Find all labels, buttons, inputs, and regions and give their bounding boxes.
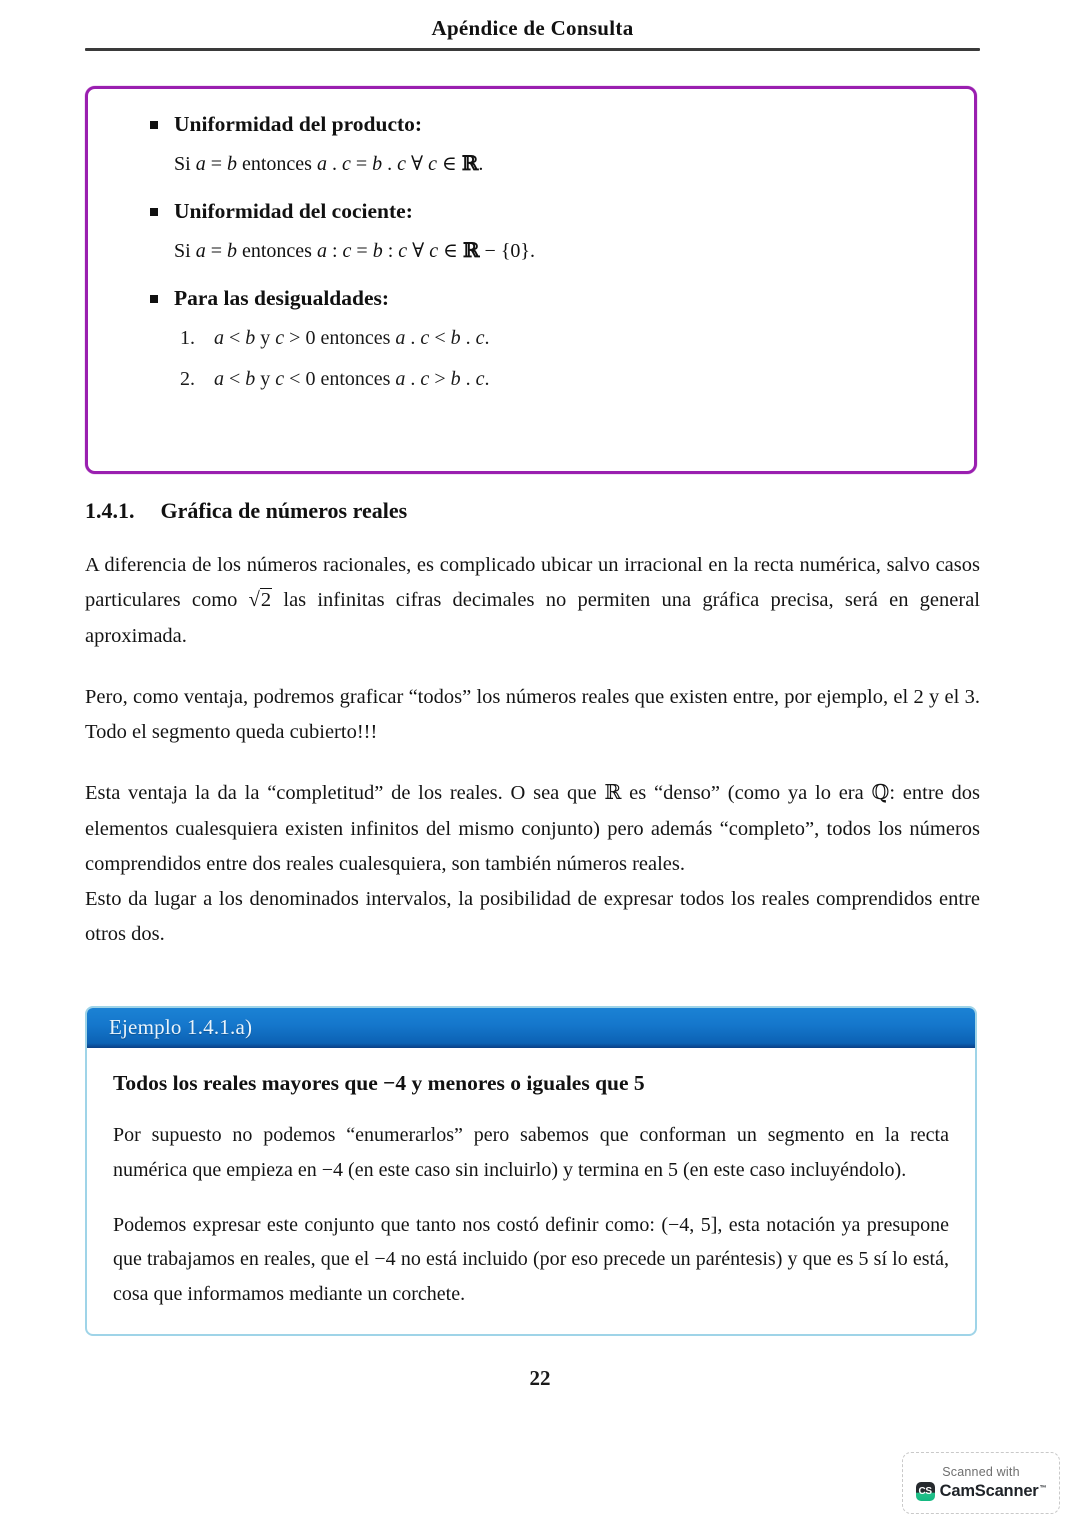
rule-item-desigualdades	[148, 285, 944, 393]
paragraph-2: Pero, como ventaja, podremos graficar “todos” los números reales que existen entre, por ejemplo, el 2 y el 3. Todo el segmento queda cubierto!!!	[85, 685, 980, 743]
square-bullet-icon	[150, 208, 158, 216]
list-item	[180, 366, 944, 393]
section-heading	[85, 498, 407, 524]
camscanner-watermark	[902, 1452, 1060, 1514]
rule-math-producto: Si a = b entonces a . c = b . c ∀ c ∈ ℝ.	[174, 150, 484, 175]
watermark-brand-name	[940, 1482, 1047, 1501]
rule-math-cociente: Si a = b entonces a : c = b : c ∀ c ∈ ℝ − {0}.	[174, 237, 536, 262]
list-item-math: a < b y c > 0 entonces a . c < b . c.	[214, 326, 490, 349]
rule-title-producto	[148, 111, 944, 139]
example-box	[85, 1006, 977, 1336]
desigualdades-list	[148, 325, 944, 393]
rule-title-cociente	[148, 198, 944, 226]
example-paragraph-2: Podemos expresar este conjunto que tanto nos costó definir como: (−4, 5], esta notación ya presupone que trabajamos en reales, que el −4 no está incluido (por eso precede un paréntesis) y que es 5 sí lo está, cosa que informamos mediante un corchete.	[113, 1213, 949, 1306]
rule-item-cociente	[148, 198, 944, 265]
rule-title-text: Uniformidad del cociente:	[174, 198, 413, 223]
example-box-title: Ejemplo 1.4.1.a)	[87, 1008, 975, 1048]
paragraph-3: Esta ventaja la da la “completitud” de los reales. O sea que ℝ es “denso” (como ya lo era ℚ: entre dos elementos cualesquiera existen infinitos del mismo conjunto) pero además “completo”, todos los números comprendidos entre dos reales cualesquiera, son también números reales.	[85, 782, 980, 875]
example-box-body	[87, 1048, 975, 1334]
trademark-icon: ™	[1039, 1484, 1047, 1492]
running-header-title: Apéndice de Consulta	[431, 16, 634, 40]
body-text-column	[85, 548, 980, 979]
watermark-scanned-with-label: Scanned with	[942, 1465, 1020, 1479]
square-bullet-icon	[150, 121, 158, 129]
paragraph-1: A diferencia de los números racionales, es complicado ubicar un irracional en la recta numérica, salvo casos particulares como √2 las infinitas cifras decimales no permiten una gráfica precisa, será en general aproximada.	[85, 554, 980, 647]
list-item-number: 1.	[180, 326, 195, 349]
watermark-brand-text: CamScanner	[939, 1482, 1039, 1500]
rule-item-producto	[148, 111, 944, 178]
list-item	[180, 325, 944, 352]
example-lead-statement: Todos los reales mayores que −4 y menores o iguales que 5	[113, 1071, 645, 1095]
rule-title-desigualdades	[148, 285, 944, 313]
section-number: 1.4.1.	[85, 498, 135, 523]
watermark-brand-row	[916, 1482, 1047, 1501]
rules-callout-content	[88, 89, 974, 417]
page-number: 22	[529, 1366, 551, 1390]
list-item-math: a < b y c < 0 entonces a . c > b . c.	[214, 367, 490, 390]
paragraph-4: Esto da lugar a los denominados intervalos, la posibilidad de expresar todos los reales comprendidos entre otros dos.	[85, 888, 980, 946]
rules-callout-box	[85, 86, 977, 474]
rule-title-text: Para las desigualdades:	[174, 285, 390, 310]
square-bullet-icon	[150, 295, 158, 303]
list-item-number: 2.	[180, 367, 195, 390]
rule-title-text: Uniformidad del producto:	[174, 112, 423, 136]
example-paragraph-1: Por supuesto no podemos “enumerarlos” pero sabemos que conforman un segmento en la recta numérica que empieza en −4 (en este caso sin incluirlo) y termina en 5 (en este caso incluyéndolo).	[113, 1124, 949, 1181]
header-rule	[85, 48, 980, 51]
section-title: Gráfica de números reales	[160, 498, 408, 523]
camscanner-logo-icon: CS	[916, 1482, 935, 1501]
